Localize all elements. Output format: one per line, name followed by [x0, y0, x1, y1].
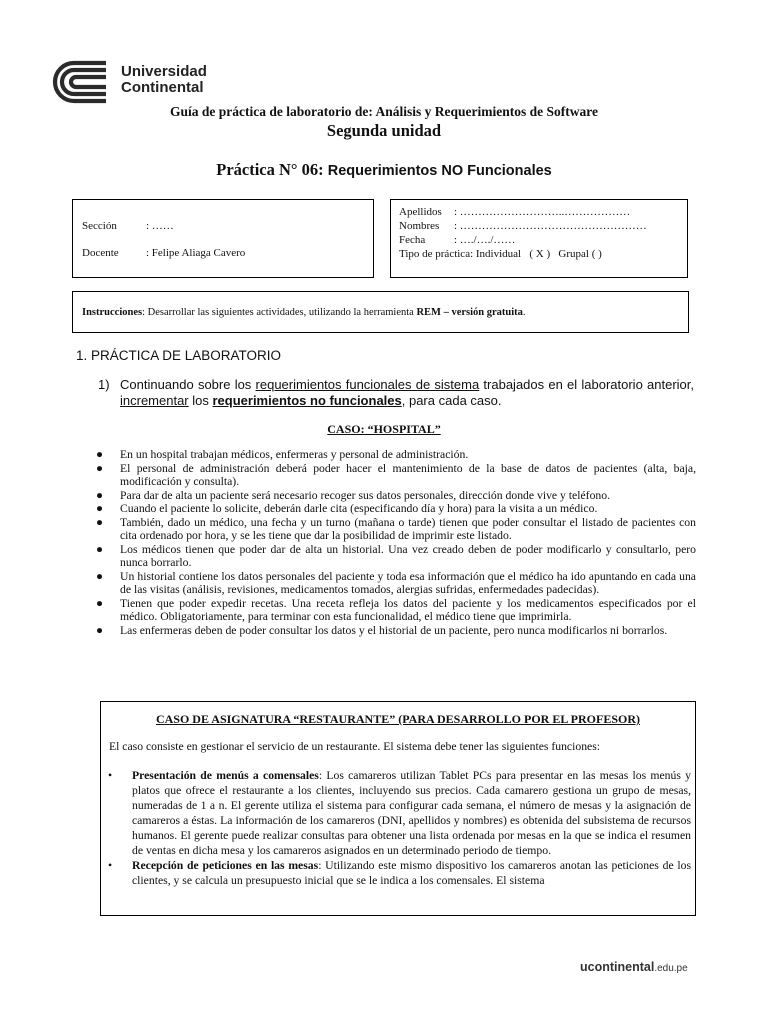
grupal-checkbox[interactable]: ( ): [591, 248, 602, 260]
list-item: [96, 489, 696, 503]
list-item: [96, 624, 696, 638]
footer-domain: .edu.pe: [654, 963, 688, 974]
university-line2: Continental: [121, 79, 204, 96]
paragraph-part-a: Continuando sobre los: [120, 377, 256, 392]
list-item-text: : Los camareros utilizan Tablet PCs para presentar en las mesas los menús y platos que ofrece el restaurante a los clientes, incluyendo sus precios. Cada camarero gestiona un grupo de mesas, numeradas de 1 a n. El gerente utiliza el sistema para configurar cada semana, el número de mesas y la asignación de camareros a éstas. La información de los camareros (DNI, apellidos y nombres) es obtenida del subsistema de recursos humanos. El gerente puede realizar consultas para obtener una lista ordenada por mesas en la que se indica el resumen de ventas en dicha mesa y los camareros asignados en un determinado periodo de tiempo.: [132, 769, 692, 857]
paragraph-part-d: , para cada caso.: [401, 393, 502, 408]
nombres-value: : ……………………………………………: [454, 220, 647, 232]
bullet-icon: ●: [96, 502, 104, 515]
footer-brand-name: ucontinental: [580, 960, 655, 974]
increment-word: incrementar: [120, 393, 189, 408]
individual-checkbox[interactable]: ( X ): [529, 248, 551, 260]
functional-requirements-link: requerimientos funcionales de sistema: [255, 377, 480, 392]
bullet-icon: •: [108, 769, 113, 782]
practice-name: Requerimientos NO Funcionales: [327, 163, 552, 179]
paragraph-part-c: los: [188, 393, 213, 408]
list-item-text: : Utilizando este mismo dispositivo los camareros anotan las peticiones de los clientes, y se calcula un presupuesto inicial que se le indica a los comensales. El sistema: [132, 859, 692, 887]
bullet-icon: ●: [96, 596, 104, 610]
list-item-text: Un historial contiene los datos personales del paciente y toda esa información que el médico ha ido apuntando en cada una de las visitas (análisis, revisiones, medicamentos tomados, alergias sufridas, enfermedades padecidas).: [120, 569, 696, 596]
section-paragraph: [98, 377, 694, 409]
hospital-list: [96, 448, 696, 637]
non-functional-requirements: requerimientos no funcionales: [212, 393, 402, 408]
fecha-value: : …./…./……: [454, 234, 516, 246]
list-item: [106, 768, 691, 858]
apellidos-label: Apellidos: [399, 206, 442, 218]
bullet-icon: ●: [96, 569, 104, 583]
bullet-icon: ●: [96, 448, 104, 461]
restaurant-case-title: CASO DE ASIGNATURA “RESTAURANTE” (PARA DESARROLLO POR EL PROFESOR): [155, 712, 641, 726]
nombres-label: Nombres: [399, 220, 440, 232]
practice-number: Práctica N° 06:: [216, 160, 324, 179]
list-item: [96, 516, 696, 543]
list-item-text: El personal de administración deberá poder hacer el mantenimiento de la base de datos de pacientes (alta, baja, modificación y consulta).: [120, 461, 696, 488]
section-heading: 1. PRÁCTICA DE LABORATORIO: [76, 348, 282, 363]
list-item-text: Los médicos tienen que poder dar de alta un historial. Una vez creado deben de poder modificarlo y consultarlo, pero nunca borrarlo.: [120, 542, 696, 569]
bullet-icon: •: [108, 859, 113, 872]
bullet-icon: ●: [96, 623, 104, 637]
restaurant-intro: El caso consiste en gestionar el servicio de un restaurante. El sistema debe tener las siguientes funciones:: [109, 740, 601, 753]
seccion-value: : ……: [146, 220, 174, 232]
list-item: [96, 462, 696, 489]
docente-value: : Felipe Aliaga Cavero: [146, 247, 246, 259]
guide-subtitle: Guía de práctica de laboratorio de: Análisis y Requerimientos de Software: [170, 104, 598, 119]
list-item: [96, 570, 696, 597]
list-item-title: Recepción de peticiones en las mesas: [132, 859, 319, 872]
info-box-left: [72, 199, 374, 278]
list-item-text: Tienen que poder expedir recetas. Una receta refleja los datos del paciente y los medicamentos especificados por el médico. Obligatoriamente, para terminar con esta funcionalidad, el médico tiene que imprimirla.: [120, 596, 696, 623]
list-item-title: Presentación de menús a comensales: [132, 769, 319, 782]
list-item-text: También, dado un médico, una fecha y un turno (mañana o tarde) tienen que poder consultar el listado de pacientes con cita ordenado por hora, y se les tiene que dar la posibilidad de imprimir este listado.: [120, 515, 696, 542]
restaurant-list: [106, 768, 691, 888]
list-item-text: Cuando el paciente lo solicite, deberán darle cita (especificando día y hora) para la visita a un médico.: [120, 502, 598, 515]
bullet-icon: ●: [96, 461, 104, 475]
item-number: 1): [98, 377, 110, 392]
paragraph-part-b: trabajados en el laboratorio anterior,: [479, 377, 694, 392]
list-item: [106, 858, 691, 888]
unit-title: Segunda unidad: [326, 121, 442, 140]
grupal-label: Grupal: [558, 248, 589, 260]
restaurant-case-box: [100, 701, 696, 916]
footer-brand: [580, 960, 688, 974]
university-name: [121, 64, 207, 96]
tipo-label: Tipo de práctica: Individual: [399, 248, 522, 260]
university-line1: Universidad: [121, 63, 207, 80]
instructions-tool: REM – versión gratuita: [416, 307, 523, 318]
instructions-box: [72, 291, 689, 333]
list-item-text: Para dar de alta un paciente será necesario recoger sus datos personales, dirección donde vive y teléfono.: [120, 488, 611, 502]
practice-title: [0, 160, 768, 180]
apellidos-value: : ………………………..………………: [454, 206, 631, 218]
instructions-end: .: [522, 307, 526, 318]
list-item: [96, 502, 696, 516]
list-item: [96, 543, 696, 570]
list-item-text: Las enfermeras deben de poder consultar los datos y el historial de un paciente, pero nunca modificarlos ni borrarlos.: [120, 623, 668, 637]
instructions-text: : Desarrollar las siguientes actividades, utilizando la herramienta: [142, 307, 417, 318]
info-box-right: [390, 199, 688, 278]
instructions-label: Instrucciones: [82, 307, 143, 318]
list-item: [96, 448, 696, 462]
list-item: [96, 597, 696, 624]
list-item-text: En un hospital trabajan médicos, enfermeras y personal de administración.: [120, 448, 469, 461]
seccion-label: Sección: [82, 220, 117, 232]
fecha-label: Fecha: [399, 234, 426, 246]
bullet-icon: ●: [96, 488, 104, 502]
bullet-icon: ●: [96, 542, 104, 556]
bullet-icon: ●: [96, 515, 104, 529]
docente-label: Docente: [82, 247, 119, 259]
case-hospital-title: CASO: “HOSPITAL”: [327, 422, 441, 436]
